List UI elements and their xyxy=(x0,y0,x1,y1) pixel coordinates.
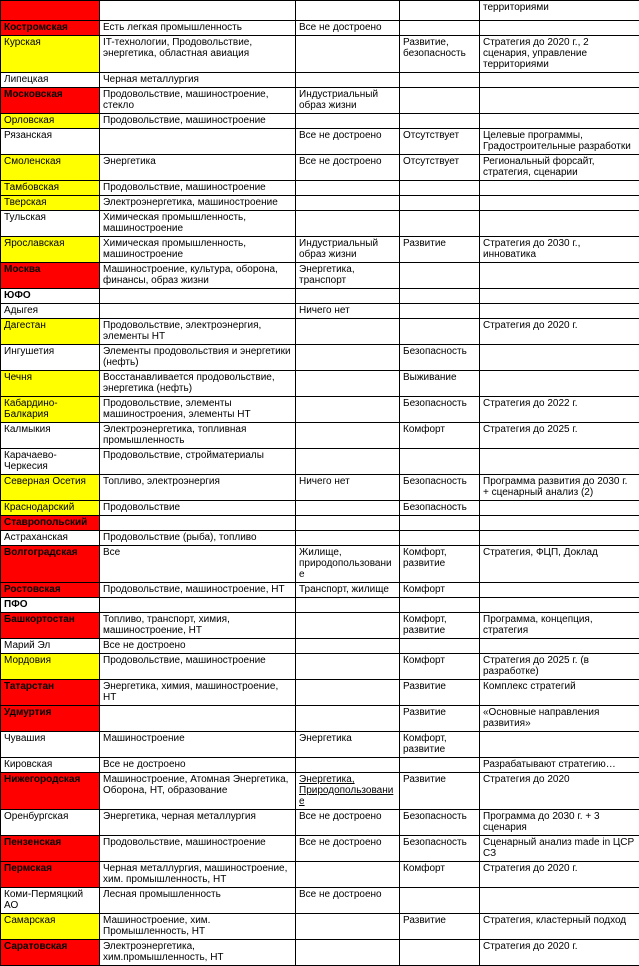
documents-cell: Сценарный анализ made in ЦСР СЗ xyxy=(480,836,639,862)
status-cell xyxy=(296,36,400,73)
industries-cell: Продовольствие, машиностроение xyxy=(100,181,296,196)
priority-cell: Комфорт, развитие xyxy=(400,613,480,639)
region-cell: Марий Эл xyxy=(1,639,100,654)
industries-cell: Топливо, транспорт, химия, машиностроение, НТ xyxy=(100,613,296,639)
region-cell: Пензенская xyxy=(1,836,100,862)
table-row xyxy=(1,531,639,546)
status-cell xyxy=(296,516,400,531)
industries-cell: Химическая промышленность, машиностроение xyxy=(100,211,296,237)
region-cell: Татарстан xyxy=(1,680,100,706)
region-cell: Липецкая xyxy=(1,73,100,88)
industries-cell: Продовольствие, машиностроение xyxy=(100,654,296,680)
table-row xyxy=(1,114,639,129)
region-cell: Карачаево-Черкесия xyxy=(1,449,100,475)
table-row xyxy=(1,345,639,371)
documents-cell: Комплекс стратегий xyxy=(480,680,639,706)
status-cell: Энергетика xyxy=(296,732,400,758)
region-cell: Пермская xyxy=(1,862,100,888)
priority-cell: Комфорт, развитие xyxy=(400,732,480,758)
industries-cell: Машиностроение, хим. Промышленность, НТ xyxy=(100,914,296,940)
industries-cell: Продовольствие, машиностроение xyxy=(100,836,296,862)
priority-cell: Развитие xyxy=(400,773,480,810)
table-row xyxy=(1,888,639,914)
status-cell: Ничего нет xyxy=(296,304,400,319)
documents-cell: «Основные направления развития» xyxy=(480,706,639,732)
status-cell xyxy=(296,613,400,639)
region-cell: Курская xyxy=(1,36,100,73)
region-cell: Ростовская xyxy=(1,583,100,598)
industries-cell xyxy=(100,289,296,304)
industries-cell: Продовольствие xyxy=(100,501,296,516)
status-cell xyxy=(296,289,400,304)
documents-cell xyxy=(480,289,639,304)
status-cell xyxy=(296,706,400,732)
documents-cell xyxy=(480,501,639,516)
industries-cell xyxy=(100,706,296,732)
region-cell: Коми-Пермяцкий АО xyxy=(1,888,100,914)
documents-cell: Стратегия, ФЦП, Доклад xyxy=(480,546,639,583)
region-cell: Орловская xyxy=(1,114,100,129)
region-cell: Чувашия xyxy=(1,732,100,758)
documents-cell: территориями xyxy=(480,1,639,21)
priority-cell: Развитие xyxy=(400,914,480,940)
table-row xyxy=(1,263,639,289)
priority-cell xyxy=(400,304,480,319)
status-cell xyxy=(296,181,400,196)
regions-table-body xyxy=(1,1,639,966)
status-cell xyxy=(296,449,400,475)
status-cell xyxy=(296,345,400,371)
table-row xyxy=(1,516,639,531)
priority-cell xyxy=(400,531,480,546)
priority-cell xyxy=(400,449,480,475)
status-cell xyxy=(296,758,400,773)
table-row xyxy=(1,914,639,940)
priority-cell xyxy=(400,289,480,304)
documents-cell: Стратегия до 2020 г., 2 сценария, управление территориями xyxy=(480,36,639,73)
priority-cell xyxy=(400,73,480,88)
status-cell xyxy=(296,211,400,237)
documents-cell: Программа развития до 2030 г. + сценарный анализ (2) xyxy=(480,475,639,501)
industries-cell: Продовольствие (рыба), топливо xyxy=(100,531,296,546)
priority-cell: Отсутствует xyxy=(400,129,480,155)
documents-cell: Стратегия до 2020 г. xyxy=(480,940,639,966)
status-cell xyxy=(296,598,400,613)
priority-cell: Развитие xyxy=(400,680,480,706)
priority-cell: Комфорт xyxy=(400,654,480,680)
documents-cell xyxy=(480,888,639,914)
documents-cell xyxy=(480,371,639,397)
documents-cell: Стратегия, кластерный подход xyxy=(480,914,639,940)
industries-cell: Энергетика, химия, машиностроение, НТ xyxy=(100,680,296,706)
region-cell: Ингушетия xyxy=(1,345,100,371)
table-row xyxy=(1,706,639,732)
industries-cell: Машиностроение, Атомная Энергетика, Оборона, НТ, образование xyxy=(100,773,296,810)
industries-cell: Энергетика xyxy=(100,155,296,181)
table-row xyxy=(1,155,639,181)
industries-cell: Есть легкая промышленность xyxy=(100,21,296,36)
priority-cell xyxy=(400,598,480,613)
industries-cell: Продовольствие, элементы машиностроения, элементы НТ xyxy=(100,397,296,423)
region-cell: Костромская xyxy=(1,21,100,36)
status-cell xyxy=(296,862,400,888)
documents-cell: Стратегия до 2030 г., инноватика xyxy=(480,237,639,263)
table-row xyxy=(1,88,639,114)
region-cell: Рязанская xyxy=(1,129,100,155)
industries-cell: Машиностроение, культура, оборона, финансы, образ жизни xyxy=(100,263,296,289)
priority-cell: Комфорт xyxy=(400,862,480,888)
documents-cell xyxy=(480,516,639,531)
documents-cell xyxy=(480,639,639,654)
region-cell: Кабардино-Балкария xyxy=(1,397,100,423)
table-row xyxy=(1,680,639,706)
region-cell: Адыгея xyxy=(1,304,100,319)
industries-cell: Химическая промышленность, машиностроение xyxy=(100,237,296,263)
documents-cell xyxy=(480,21,639,36)
industries-cell: Восстанавливается продовольствие, энергетика (нефть) xyxy=(100,371,296,397)
table-row xyxy=(1,583,639,598)
table-row xyxy=(1,319,639,345)
status-cell: Все не достроено xyxy=(296,836,400,862)
status-cell: Энергетика, Природопользование xyxy=(296,773,400,810)
status-cell: Все не достроено xyxy=(296,888,400,914)
priority-cell xyxy=(400,263,480,289)
priority-cell: Безопасность xyxy=(400,397,480,423)
table-row xyxy=(1,371,639,397)
documents-cell xyxy=(480,345,639,371)
table-row xyxy=(1,546,639,583)
table-row xyxy=(1,196,639,211)
region-cell: Самарская xyxy=(1,914,100,940)
status-cell xyxy=(296,319,400,345)
region-cell: Нижегородская xyxy=(1,773,100,810)
status-cell: Ничего нет xyxy=(296,475,400,501)
documents-cell xyxy=(480,598,639,613)
documents-cell xyxy=(480,449,639,475)
table-row xyxy=(1,654,639,680)
table-row xyxy=(1,397,639,423)
priority-cell xyxy=(400,181,480,196)
priority-cell xyxy=(400,196,480,211)
region-cell: Башкортостан xyxy=(1,613,100,639)
documents-cell xyxy=(480,211,639,237)
priority-cell xyxy=(400,1,480,21)
priority-cell: Безопасность xyxy=(400,810,480,836)
industries-cell xyxy=(100,1,296,21)
region-cell: Краснодарский xyxy=(1,501,100,516)
documents-cell: Целевые программы, Градостроительные разработки xyxy=(480,129,639,155)
status-cell xyxy=(296,940,400,966)
priority-cell xyxy=(400,319,480,345)
documents-cell xyxy=(480,531,639,546)
table-row xyxy=(1,129,639,155)
status-cell xyxy=(296,1,400,21)
region-cell: Москва xyxy=(1,263,100,289)
priority-cell: Выживание xyxy=(400,371,480,397)
table-row xyxy=(1,598,639,613)
region-cell: Московская xyxy=(1,88,100,114)
table-row xyxy=(1,289,639,304)
industries-cell: Все не достроено xyxy=(100,758,296,773)
industries-cell: Машиностроение xyxy=(100,732,296,758)
region-cell: Калмыкия xyxy=(1,423,100,449)
industries-cell: Энергетика, черная металлургия xyxy=(100,810,296,836)
industries-cell: Продовольствие, электроэнергия, элементы НТ xyxy=(100,319,296,345)
region-cell: Ставропольский xyxy=(1,516,100,531)
status-cell: Все не достроено xyxy=(296,129,400,155)
documents-cell xyxy=(480,88,639,114)
documents-cell: Программа, концепция, стратегия xyxy=(480,613,639,639)
region-cell: Ярославская xyxy=(1,237,100,263)
industries-cell: Элементы продовольствия и энергетики (нефть) xyxy=(100,345,296,371)
priority-cell xyxy=(400,516,480,531)
status-cell: Энергетика, транспорт xyxy=(296,263,400,289)
priority-cell: Безопасность xyxy=(400,475,480,501)
priority-cell xyxy=(400,88,480,114)
documents-cell xyxy=(480,263,639,289)
status-cell: Транспорт, жилище xyxy=(296,583,400,598)
documents-cell: Стратегия до 2025 г. (в разработке) xyxy=(480,654,639,680)
status-cell xyxy=(296,73,400,88)
region-cell xyxy=(1,1,100,21)
industries-cell: Продовольствие, машиностроение xyxy=(100,114,296,129)
region-cell: Чечня xyxy=(1,371,100,397)
status-cell: Все не достроено xyxy=(296,155,400,181)
table-row xyxy=(1,836,639,862)
table-row xyxy=(1,73,639,88)
region-cell: Тамбовская xyxy=(1,181,100,196)
table-row xyxy=(1,181,639,196)
region-cell: Тульская xyxy=(1,211,100,237)
documents-cell xyxy=(480,73,639,88)
documents-cell: Стратегия до 2020 xyxy=(480,773,639,810)
priority-cell: Отсутствует xyxy=(400,155,480,181)
documents-cell: Стратегия до 2025 г. xyxy=(480,423,639,449)
documents-cell: Стратегия до 2020 г. xyxy=(480,862,639,888)
industries-cell: Лесная промышленность xyxy=(100,888,296,914)
industries-cell: Все xyxy=(100,546,296,583)
status-cell xyxy=(296,531,400,546)
table-row xyxy=(1,862,639,888)
priority-cell xyxy=(400,21,480,36)
status-cell xyxy=(296,371,400,397)
status-cell xyxy=(296,423,400,449)
table-row xyxy=(1,758,639,773)
documents-cell: Региональный форсайт, стратегия, сценарии xyxy=(480,155,639,181)
industries-cell xyxy=(100,516,296,531)
status-cell: Индустриальный образ жизни xyxy=(296,88,400,114)
priority-cell: Развитие xyxy=(400,237,480,263)
industries-cell xyxy=(100,598,296,613)
table-row xyxy=(1,501,639,516)
documents-cell: Стратегия до 2020 г. xyxy=(480,319,639,345)
region-cell: Северная Осетия xyxy=(1,475,100,501)
region-cell: ЮФО xyxy=(1,289,100,304)
priority-cell xyxy=(400,888,480,914)
priority-cell: Развитие, безопасность xyxy=(400,36,480,73)
priority-cell xyxy=(400,758,480,773)
region-cell: Оренбургская xyxy=(1,810,100,836)
status-cell xyxy=(296,639,400,654)
industries-cell: Электроэнергетика, топливная промышленность xyxy=(100,423,296,449)
region-cell: Мордовия xyxy=(1,654,100,680)
industries-cell: Все не достроено xyxy=(100,639,296,654)
status-cell xyxy=(296,501,400,516)
status-cell: Все не достроено xyxy=(296,21,400,36)
status-cell: Индустриальный образ жизни xyxy=(296,237,400,263)
status-cell: Жилище, природопользование xyxy=(296,546,400,583)
industries-cell xyxy=(100,304,296,319)
table-row xyxy=(1,475,639,501)
table-row xyxy=(1,211,639,237)
industries-cell: Топливо, электроэнергия xyxy=(100,475,296,501)
industries-cell xyxy=(100,129,296,155)
industries-cell: Продовольствие, стройматериалы xyxy=(100,449,296,475)
table-row xyxy=(1,304,639,319)
table-row xyxy=(1,36,639,73)
status-cell xyxy=(296,680,400,706)
region-cell: Удмуртия xyxy=(1,706,100,732)
industries-cell: Продовольствие, машиностроение, НТ xyxy=(100,583,296,598)
priority-cell xyxy=(400,940,480,966)
table-row xyxy=(1,423,639,449)
status-cell xyxy=(296,196,400,211)
documents-cell xyxy=(480,732,639,758)
priority-cell: Комфорт xyxy=(400,583,480,598)
status-cell xyxy=(296,397,400,423)
table-row xyxy=(1,237,639,263)
priority-cell: Развитие xyxy=(400,706,480,732)
table-row xyxy=(1,732,639,758)
priority-cell xyxy=(400,114,480,129)
table-row xyxy=(1,613,639,639)
priority-cell: Безопасность xyxy=(400,345,480,371)
status-cell xyxy=(296,114,400,129)
region-cell: Кировская xyxy=(1,758,100,773)
priority-cell: Комфорт xyxy=(400,423,480,449)
table-row xyxy=(1,1,639,21)
documents-cell xyxy=(480,583,639,598)
industries-cell: Черная металлургия xyxy=(100,73,296,88)
region-cell: Волгоградская xyxy=(1,546,100,583)
status-cell xyxy=(296,654,400,680)
region-cell: Смоленская xyxy=(1,155,100,181)
documents-cell: Стратегия до 2022 г. xyxy=(480,397,639,423)
priority-cell: Безопасность xyxy=(400,501,480,516)
region-cell: Саратовская xyxy=(1,940,100,966)
priority-cell xyxy=(400,639,480,654)
industries-cell: IT-технологии, Продовольствие, энергетика, областная авиация xyxy=(100,36,296,73)
industries-cell: Электроэнергетика, машиностроение xyxy=(100,196,296,211)
documents-cell xyxy=(480,114,639,129)
documents-cell xyxy=(480,196,639,211)
documents-cell xyxy=(480,181,639,196)
table-row xyxy=(1,639,639,654)
table-row xyxy=(1,773,639,810)
industries-cell: Черная металлургия, машиностроение, хим. промышленность, НТ xyxy=(100,862,296,888)
table-row xyxy=(1,940,639,966)
priority-cell: Безопасность xyxy=(400,836,480,862)
documents-cell: Разрабатывают стратегию… xyxy=(480,758,639,773)
table-row xyxy=(1,21,639,36)
region-cell: ПФО xyxy=(1,598,100,613)
status-cell: Все не достроено xyxy=(296,810,400,836)
documents-cell: Программа до 2030 г. + 3 сценария xyxy=(480,810,639,836)
industries-cell: Электроэнергетика, хим.промышленность, НТ xyxy=(100,940,296,966)
region-cell: Тверская xyxy=(1,196,100,211)
status-cell xyxy=(296,914,400,940)
industries-cell: Продовольствие, машиностроение, стекло xyxy=(100,88,296,114)
priority-cell xyxy=(400,211,480,237)
region-cell: Астраханская xyxy=(1,531,100,546)
table-row xyxy=(1,449,639,475)
documents-cell xyxy=(480,304,639,319)
region-cell: Дагестан xyxy=(1,319,100,345)
priority-cell: Комфорт, развитие xyxy=(400,546,480,583)
